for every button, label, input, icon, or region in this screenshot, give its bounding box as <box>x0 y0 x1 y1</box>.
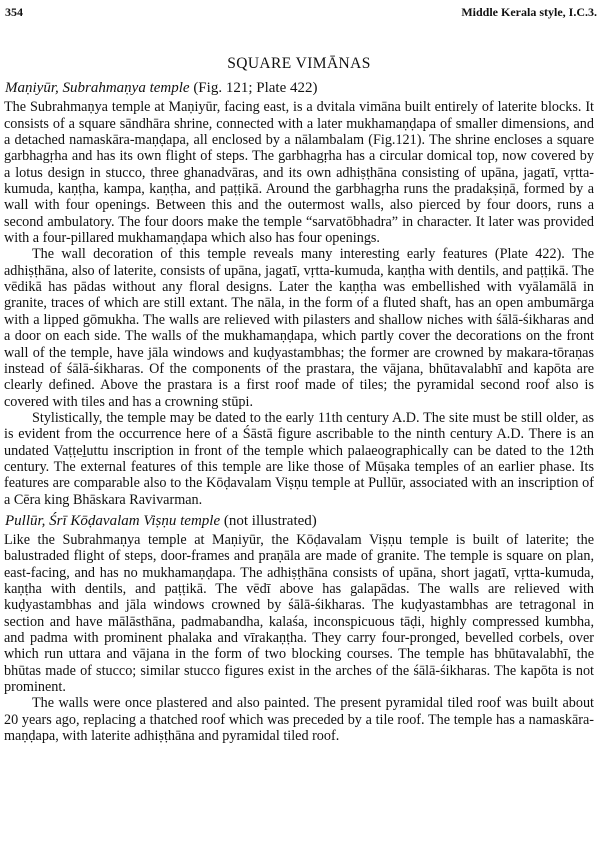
paragraph: Stylistically, the temple may be dated to the early 11th century A.D. The site must be still older, as is evident from the occurrence here of a Śāstā figure ascribable to the ninth century A.D. There is an undated Vaṭṭeḻuttu inscription in front of the temple which palaeographically can be dated to the 12th century. The external features of this temple are like those of Mūṣaka temples of an earlier phase. Its features are comparable also to the Kōḍavalam Viṣṇu temple at Pullūr, associated with an inscription of a Cēra king Bhāskara Ravivarman. <box>4 409 594 508</box>
article-heading-note: (not illustrated) <box>220 512 317 529</box>
paragraph: The Subrahmaṇya temple at Maṇiyūr, facing east, is a dvitala vimāna built entirely of laterite blocks. It consists of a square sāndhāra shrine, connected with a later mukhamaṇḍapa of smaller dimensions, and a detached namaskāra-maṇḍapa, all enclosed by a nālambalam (Fig.121). The shrine encloses a square garbhagṛha and has its own flight of steps. The garbhagṛha has a circular domical top, now covered by a lotus design in stucco, three ghanadvāras, and its own adhiṣṭhāna consisting of upāna, jagatī, vṛtta-kumuda, kaṇṭha, kampa, kaṇṭha, and paṭṭikā. Around the garbhagṛha runs the pradakṣiṇā, formed by a wall with four openings. Between this and the outermost walls, also pierced by four doors, runs a second ambulatory. The four doors make the temple “sarvatōbhadra” in character. It later was provided with a four-pillared mukhamaṇḍapa which also has four openings. <box>4 99 594 247</box>
running-title: Middle Kerala style, I.C.3. <box>461 5 597 19</box>
page-number: 354 <box>5 5 23 19</box>
article-heading-note: (Fig. 121; Plate 422) <box>189 80 318 97</box>
paragraph: The walls were once plastered and also painted. The present pyramidal tiled roof was built about 20 years ago, replacing a thatched roof which was preceded by a tile roof. The temple has a namaskāra-maṇḍapa, with laterite adhiṣṭhāna and pyramidal tiled roof. <box>4 695 594 745</box>
article-heading-name: Pullūr, Śrī Kōḍavalam Viṣṇu temple <box>5 512 221 529</box>
paragraph: Like the Subrahmaṇya temple at Maṇiyūr, the Kōḍavalam Viṣṇu temple is built of laterite; the balustraded flight of steps, door-frames and praṇāla are made of granite. The temple is square on plan, east-facing, and has no mukhamaṇḍapa. The adhiṣṭhāna consists of upāna, short jagatī, vṛtta-kumuda, kaṇṭha with dentils, and paṭṭikā. The vēdī above has galapādas. The walls are relieved with kuḍyastambhas and jāla windows crowned by śālā-śikharas. The kuḍyastambhas are tetragonal in section and have mālāsthāna, padmabandha, kalaśa, inconspicuous tāḍi, highly compressed kumbha, and padma with prominent phalaka and vīrakaṇṭha. They carry four-pronged, bevelled corbels, over which run uttara and vājana in the form of two blocking courses. The temple has bhūtavalabhī, the bhūtas made of stucco; similar stucco figures exist in the arches of the śālā-śikharas. The kapōta is not prominent. <box>4 531 594 696</box>
paragraph: The wall decoration of this temple reveals many interesting early features (Plate 422). The adhiṣṭhāna, also of laterite, consists of upāna, jagatī, vṛtta-kumuda, kaṇṭha with dentils, and paṭṭikā. The vēdikā has pādas without any floral designs. Later the kaṇṭha was embellished with vyālamālā in granite, traces of which are still extant. The nāla, in the form of a fluted shaft, has an open ambumārga with a lipped gōmukha. The walls are relieved with pilasters and shallow niches with śālā-śikharas and a door on each side. The walls of the mukhamaṇḍapa, which partly cover the decorations on the front wall of the temple, have jāla windows and kuḍyastambhas; the former are crowned by makara-tōraṇas instead of śālā-śikharas. Of the components of the prastara, the vājana, bhūtavalabhī and kapōta are clearly defined. Above the prastara is a first roof made of tiles; the pyramidal second roof also is covered with tiles and has a crowning stūpi. <box>4 246 594 410</box>
main-text <box>4 56 594 744</box>
running-header <box>5 5 597 23</box>
article-heading <box>5 513 594 530</box>
section-title: SQUARE VIMĀNAS <box>227 55 371 72</box>
article-heading <box>5 80 594 97</box>
article-heading-name: Maṇiyūr, Subrahmaṇya temple <box>5 80 190 97</box>
